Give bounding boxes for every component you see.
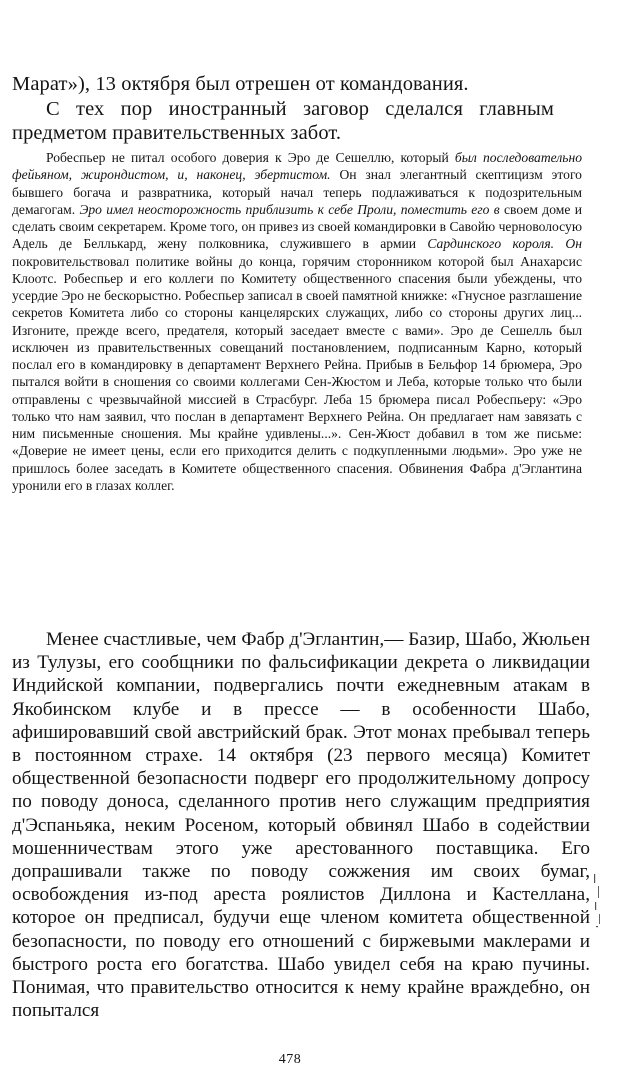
note-text-2: Он знал элегантный скептицизм этого бывшего богача и развратника, который начал теперь подлаживаться к подозрительным демагогам. <box>12 167 582 217</box>
note-paragraph <box>12 149 582 494</box>
continued-text-line: Марат»), 13 октября был отрешен от командования. <box>12 73 469 95</box>
main-paragraph: Менее счастливые, чем Фабр д'Эглантин,— Базир, Шабо, Жюльен из Тулузы, его сообщники по фальсификации декрета о ликвидации Индийской компании, подвергались почти ежедневным атакам в Якобинском клубе и в прессе — в особенности Шабо, афишировавший свой австрийский брак. Этот монах пребывал теперь в постоянном страхе. 14 октября (23 первого месяца) Комитет общественной безопасности подверг его продолжительному допросу по поводу доноса, сделанного против него служащим предприятия д'Эспаньяка, неким Росеном, который обвинял Шабо в содействии мошенничествам этого уже арестованного поставщика. Его допрашивали также по поводу сожжения им своих бумаг, освобождения из-под ареста роялистов Диллона и Кастеллана, которое он предписал, будучи еще членом комитета общественной безопасности, по поводу его отношений с биржевыми маклерами и быстрого роста его богатства. Шабо увидел себя на краю пучины. Понимая, что правительство относится к нему крайне враждебно, он попытался <box>12 629 590 1022</box>
main-text <box>12 628 590 1022</box>
note-text-1: Робеспьер не питал особого доверия к Эро де Сешеллю, который <box>46 150 455 165</box>
note-text-4: покровительствовал политике войны до конца, горячим сторонником которой был Анахарсис Клоотс. Робеспьер и его коллеги по Комитету общественного спасения были убеждены, что усердие Эро не бескорыстно. Робеспьер записал в своей памятной книжке: «Гнусное разглашение секретов Комитета либо со стороны канцелярских служащих, либо со стороны других лиц... Изгоните, прежде всего, предателя, который заседает вместе с вами». Эро де Сешелль был исключен из правительственных совещаний постановлением, подписанным Карно, который послал его в командировку в департамент Верхнего Рейна. Прибыв в Бельфор 14 брюмера, Эро пытался войти в сношения со своими коллегами Сен-Жюстом и Леба, которые только что были отправлены с чрезвычайной миссией в Страсбург. Леба 15 брюмера писал Робеспьеру: «Эро только что нам заявил, что послан в департамент Верхнего Рейна. Он предлагает нам завязать с ним письменные сношения. Мы крайне удивлены...». Сен-Жюст добавил в том же письме: «Доверие не имеет цены, если его приходится делить с подкупленными людьми». Эро уже не пришлось более заседать в Комитете общественного спасения. Обвинения Фабра д'Эглантина уронили его в глазах коллег. <box>12 253 582 493</box>
note-italic-1: был последовательно фейьяном, жирондистом, и, наконец, эбертистом. <box>12 150 583 183</box>
page-number: 478 <box>278 1052 302 1067</box>
note-italic-2: Эро имел неосторожность приблизить к себе Проли, поместить его в <box>79 201 500 217</box>
paragraph-foreign-plot: С тех пор иностранный заговор сделался главным предметом правительственных забот. <box>12 97 554 144</box>
note-text-3: своем доме и сделать своим секретарем. Кроме того, он привез из своей командировки в Савойю черноволосую Адель де Беллькард, жену полковника, служившего в армии <box>12 201 582 252</box>
top-paragraphs <box>12 72 554 146</box>
note-italic-3: Сардинского короля. Он <box>427 236 582 252</box>
margin-scan-marks <box>592 872 604 932</box>
small-print-note <box>12 149 582 494</box>
